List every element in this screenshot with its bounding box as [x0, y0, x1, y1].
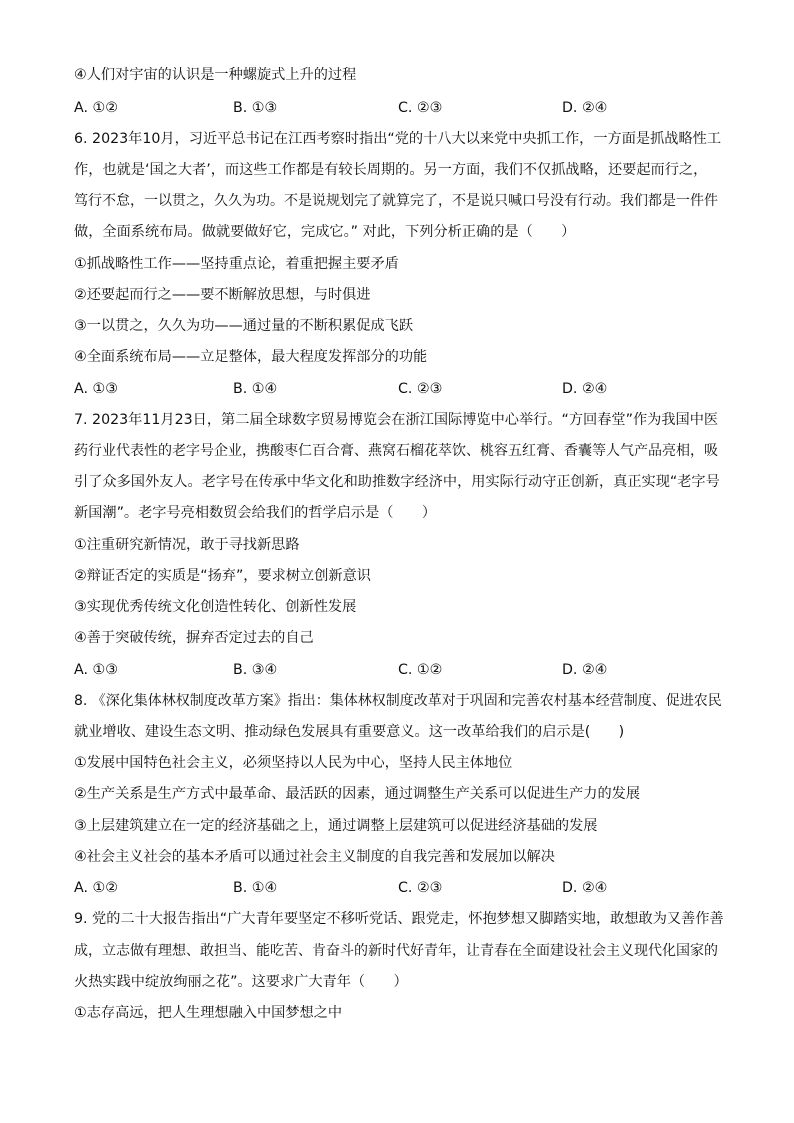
question-6-text: 作，也就是‘国之大者’，而这些工作都是有较长周期的。另一方面，我们不仅抓战略，还要起而行之，	[74, 162, 708, 178]
question-7-text: 7. 2023年11月23日，第二届全球数字贸易博览会在浙江国际博览中心举行。“方回春堂”作为我国中医	[74, 412, 719, 428]
choice-d: D. ②④	[562, 880, 608, 896]
option-line: ①发展中国特色社会主义，必须坚持以人民为中心，坚持人民主体地位	[74, 755, 513, 771]
question-9-text: 9. 党的二十大报告指出“广大青年要坚定不移听党话、跟党走，怀抱梦想又脚踏实地，敢想敢为又善作善	[74, 911, 724, 927]
question-8-text: 就业增收、建设生态文明、推动绿色发展具有重要意义。这一改革给我们的启示是( )	[74, 724, 625, 740]
option-line: ④人们对宇宙的认识是一种螺旋式上升的过程	[74, 67, 357, 83]
choice-d: D. ②④	[562, 662, 608, 678]
choice-d: D. ②④	[562, 381, 608, 397]
option-line: ①注重研究新情况，敢于寻找新思路	[74, 537, 300, 553]
question-6-text: 做，全面系统布局。做就要做好它，完成它。” 对此，下列分析正确的是（ ）	[74, 224, 576, 240]
choice-a: A. ①③	[74, 381, 118, 397]
question-6-text: 笃行不怠，一以贯之，久久为功。不是说规划完了就算完了，不是说只喊口号没有行动。我们都是一件件	[74, 193, 718, 209]
choice-a: A. ①②	[74, 100, 118, 116]
answer-choices-q7	[74, 661, 724, 679]
choice-b: B. ①③	[233, 100, 278, 116]
question-8-text: 8. 《深化集体林权制度改革方案》指出：集体林权制度改革对于巩固和完善农村基本经营制度、促进农民	[74, 693, 722, 709]
choice-b: B. ①④	[233, 381, 278, 397]
answer-choices-q8	[74, 879, 724, 897]
question-6-text: 6. 2023年10月，习近平总书记在江西考察时指出“党的十八大以来党中央抓工作，一方面是抓战略性工	[74, 131, 722, 147]
choice-d: D. ②④	[562, 100, 608, 116]
option-line: ①抓战略性工作——坚持重点论，着重把握主要矛盾	[74, 256, 399, 272]
question-7-text: 新国潮”。老字号亮相数贸会给我们的哲学启示是（ ）	[74, 505, 437, 521]
option-line: ③上层建筑建立在一定的经济基础之上，通过调整上层建筑可以促进经济基础的发展	[74, 818, 598, 834]
question-7-text: 药行业代表性的老字号企业，携酸枣仁百合膏、燕窝石榴花萃饮、桃容五红膏、香囊等人气产品亮相，吸	[74, 443, 718, 459]
choice-c: C. ①②	[398, 662, 443, 678]
option-line: ④善于突破传统，摒弃否定过去的自己	[74, 630, 314, 646]
option-line: ③一以贯之，久久为功——通过量的不断积累促成飞跃	[74, 318, 414, 334]
answer-choices-q6	[74, 380, 724, 398]
choice-c: C. ②③	[398, 381, 443, 397]
choice-a: A. ①②	[74, 880, 118, 896]
question-9-text: 火热实践中绽放绚丽之花”。这要求广大青年（ ）	[74, 974, 408, 990]
question-7-text: 引了众多国外友人。老字号在传承中华文化和助推数字经济中，用实际行动守正创新，真正实现“老字号	[74, 474, 720, 490]
option-line: ③实现优秀传统文化创造性转化、创新性发展	[74, 599, 357, 615]
choice-c: C. ②③	[398, 880, 443, 896]
option-line: ②生产关系是生产方式中最革命、最活跃的因素，通过调整生产关系可以促进生产力的发展	[74, 786, 641, 802]
option-line: ①志存高远，把人生理想融入中国梦想之中	[74, 1005, 343, 1021]
option-line: ④社会主义社会的基本矛盾可以通过社会主义制度的自我完善和发展加以解决	[74, 849, 555, 865]
choice-b: B. ①④	[233, 880, 278, 896]
choice-a: A. ①③	[74, 662, 118, 678]
choice-b: B. ③④	[233, 662, 278, 678]
option-line: ②还要起而行之——要不断解放思想，与时俱进	[74, 287, 371, 303]
option-line: ④全面系统布局——立足整体，最大程度发挥部分的功能	[74, 349, 428, 365]
question-9-text: 成，立志做有理想、敢担当、能吃苦、肯奋斗的新时代好青年，让青春在全面建设社会主义现代化国家的	[74, 943, 718, 959]
option-line: ②辩证否定的实质是“扬弃”，要求树立创新意识	[74, 568, 371, 584]
answer-choices-q5	[74, 99, 724, 117]
choice-c: C. ②③	[398, 100, 443, 116]
